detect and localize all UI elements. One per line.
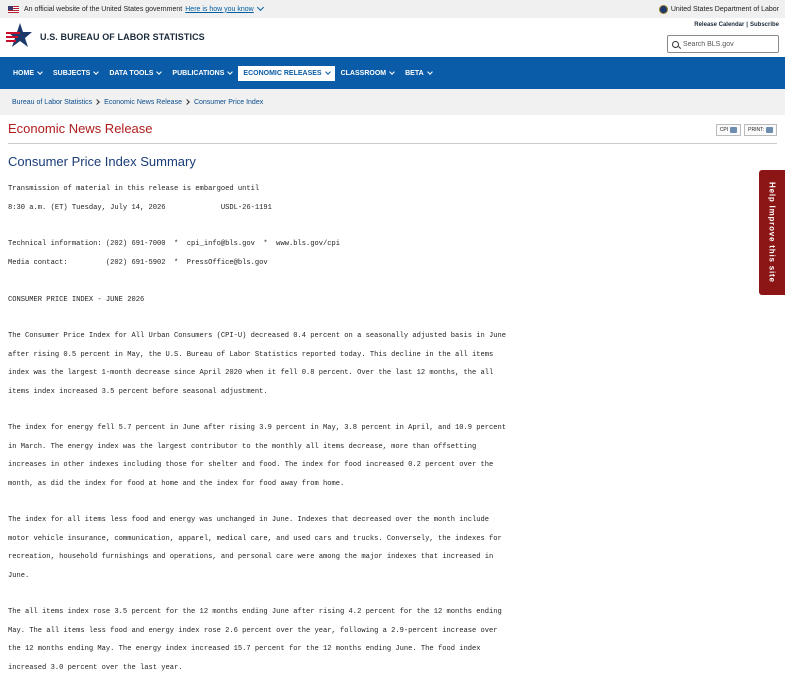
embargo-line: Transmission of material in this release is embargoed until xyxy=(8,185,260,194)
cpi-pdf-button[interactable] xyxy=(716,124,741,136)
paragraph-line: The all items index rose 3.5 percent for the 12 months ending June after rising 4.2 percent for the 12 months ending xyxy=(8,608,502,617)
release-tools xyxy=(716,124,777,136)
nav-publications[interactable] xyxy=(167,66,237,81)
nav-subjects[interactable] xyxy=(48,66,103,81)
chevron-down-icon xyxy=(37,69,43,75)
nav-beta[interactable] xyxy=(400,66,437,81)
breadcrumb-bls[interactable]: Bureau of Labor Statistics xyxy=(12,98,93,106)
chevron-down-icon xyxy=(325,69,331,75)
us-flag-icon xyxy=(8,6,19,13)
tool-label: PRINT: xyxy=(748,127,764,133)
printer-icon xyxy=(766,127,773,133)
paragraph-line: the 12 months ending May. The energy index increased 15.7 percent for the 12 months ending June. The food index xyxy=(8,645,481,654)
release-text xyxy=(8,176,753,682)
chevron-down-icon[interactable] xyxy=(257,3,264,10)
agency-name[interactable]: U.S. BUREAU OF LABOR STATISTICS xyxy=(40,32,205,42)
nav-label: ECONOMIC RELEASES xyxy=(243,69,322,77)
paragraph-line: month, as did the index for food at home and the index for food away from home. xyxy=(8,479,345,488)
bls-logo-icon[interactable] xyxy=(6,22,34,50)
paragraph-line: May. The all items less food and energy index rose 2.6 percent over the year, following a 2.9-percent increase over xyxy=(8,626,498,635)
nav-classroom[interactable] xyxy=(336,66,400,81)
chevron-down-icon xyxy=(157,69,163,75)
contact-line: Technical information: (202) 691-7000 * cpi_info@bls.gov * www.bls.gov/cpi xyxy=(8,240,341,249)
feedback-tab-label: Help Improve this site xyxy=(767,182,777,283)
search-icon[interactable] xyxy=(672,41,679,48)
site-header xyxy=(0,18,785,56)
how-you-know-link[interactable]: Here is how you know xyxy=(185,5,254,13)
chevron-down-icon xyxy=(228,69,234,75)
chevron-down-icon xyxy=(94,69,100,75)
nav-economic-releases[interactable] xyxy=(238,66,334,81)
chevron-down-icon xyxy=(389,69,395,75)
chevron-right-icon xyxy=(184,99,190,105)
utility-links: Release Calendar | Subscribe xyxy=(694,22,779,28)
search-input[interactable] xyxy=(683,41,773,48)
page-title: Consumer Price Index Summary xyxy=(8,154,196,169)
release-heading: CONSUMER PRICE INDEX - JUNE 2026 xyxy=(8,295,145,304)
nav-label: CLASSROOM xyxy=(340,69,387,77)
paragraph-line: after rising 0.5 percent in May, the U.S. Bureau of Labor Statistics reported today. This decline in the all items xyxy=(8,350,494,359)
paragraph-line: increases in other indexes including those for shelter and food. The index for food increased 0.2 percent over the xyxy=(8,461,494,470)
nav-data-tools[interactable] xyxy=(104,66,166,81)
paragraph-line: The index for energy fell 5.7 percent in June after rising 3.9 percent in May, 3.8 percent in April, and 10.9 percent xyxy=(8,424,507,433)
paragraph-line: increased 3.0 percent over the last year. xyxy=(8,663,183,672)
subscribe-link[interactable]: Subscribe xyxy=(749,22,779,28)
nav-label: PUBLICATIONS xyxy=(172,69,225,77)
nav-label: HOME xyxy=(13,69,34,77)
paragraph-line: index was the largest 1-month decrease since April 2020 when it fell 0.8 percent. Over the last 12 months, the all xyxy=(8,369,494,378)
dol-name[interactable]: United States Department of Labor xyxy=(670,5,779,13)
paragraph-line: The Consumer Price Index for All Urban Consumers (CPI-U) decreased 0.4 percent on a seasonally adjusted basis in June xyxy=(8,332,507,341)
paragraph-line: recreation, household furnishings and operations, and personal care were among the major indexes that increased in xyxy=(8,553,494,562)
paragraph-line: items index increased 3.5 percent before seasonal adjustment. xyxy=(8,387,268,396)
nav-home[interactable] xyxy=(8,66,47,81)
gov-banner-text: An official website of the United States government xyxy=(24,5,183,13)
breadcrumb xyxy=(0,89,785,115)
divider xyxy=(8,143,777,144)
paragraph-line: The index for all items less food and energy was unchanged in June. Indexes that decreased over the month include xyxy=(8,516,490,525)
chevron-right-icon xyxy=(94,99,100,105)
contact-line: Media contact: (202) 691-5902 * PressOffice@bls.gov xyxy=(8,258,268,267)
release-title: Economic News Release xyxy=(8,121,153,136)
dol-seal-icon xyxy=(659,5,668,14)
tool-label: CPI xyxy=(719,127,729,133)
gov-banner xyxy=(0,0,785,18)
feedback-tab[interactable] xyxy=(759,170,785,295)
print-button[interactable] xyxy=(744,124,777,136)
nav-label: SUBJECTS xyxy=(53,69,91,77)
chevron-down-icon xyxy=(427,69,433,75)
nav-label: BETA xyxy=(405,69,424,77)
release-calendar-link[interactable]: Release Calendar xyxy=(694,22,745,28)
search-box[interactable] xyxy=(667,35,779,53)
breadcrumb-economic-news-release[interactable]: Economic News Release xyxy=(104,98,182,106)
main-nav xyxy=(0,57,785,89)
pdf-icon xyxy=(730,127,737,133)
breadcrumb-cpi[interactable]: Consumer Price Index xyxy=(193,98,264,106)
embargo-line: 8:30 a.m. (ET) Tuesday, July 14, 2026 USDL-26-1191 xyxy=(8,203,272,212)
paragraph-line: June. xyxy=(8,571,30,580)
dol-link[interactable] xyxy=(659,0,779,18)
paragraph-line: motor vehicle insurance, communication, apparel, medical care, and used cars and trucks. Conversely, the indexes for xyxy=(8,534,502,543)
paragraph-line: in March. The energy index was the largest contributor to the monthly all items decrease, more than offsetting xyxy=(8,442,477,451)
nav-label: DATA TOOLS xyxy=(109,69,154,77)
